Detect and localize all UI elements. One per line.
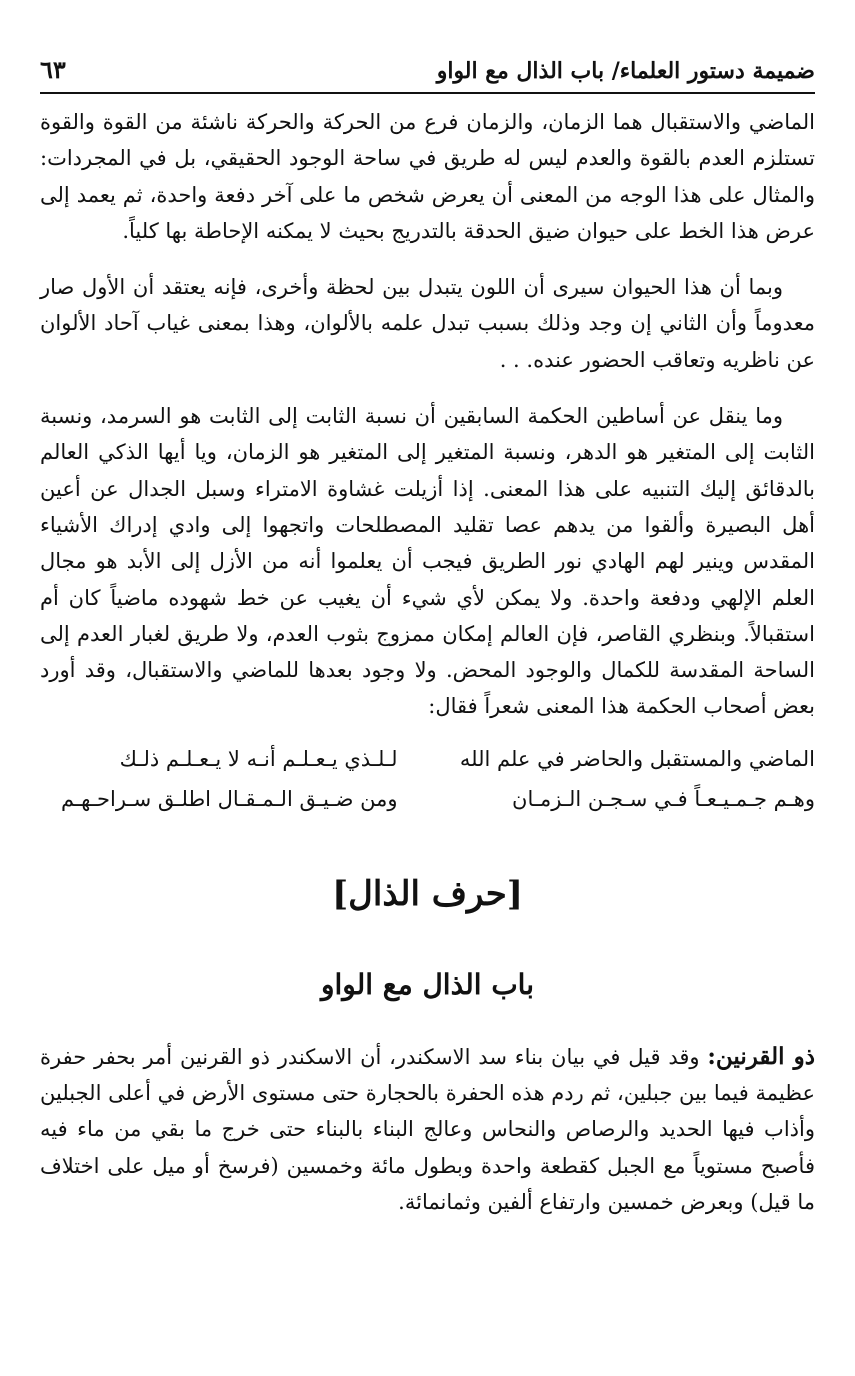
entry-term: ذو القرنين: — [707, 1042, 815, 1070]
entry-text: وقد قيل في بيان بناء سد الاسكندر، أن الاسكندر ذو القرنين أمر بحفر حفرة عظيمة فيما بين جبلين، ثم ردم هذه الحفرة بالحجارة حتى مستوى الأرض في أعلى الجبلين وأذاب فيها الحديد والرصاص والنحاس وعالج البناء بالبناء حتى خرج ما بقي من ماء فيه فأصبح مستوياً مع الجبل كقطعة واحدة وبطول مائة وخمسين (فرسخ أو ميل على اختلاف ما قيل) وبعرض خمسين وارتفاع ألفين وثمانمائة. — [40, 1044, 815, 1214]
chapter-heading: باب الذال مع الواو — [320, 967, 535, 1001]
paragraph-1: الماضي والاستقبال هما الزمان، والزمان فرع من الحركة والحركة ناشئة من القوة والقوة تستلزم العدم بالقوة والعدم ليس له طريق في ساحة الوجود الحقيقي، بل في المجردات: والمثال على هذا الوجه من المعنى أن يعرض شخص ما على آخر دفعة واحدة، ثم يعمد إلى عرض هذا الخط على حيوان ضيق الحدقة بالتدريج بحيث لا يمكنه الإحاطة بها كلياً. — [40, 110, 815, 243]
page-header — [40, 42, 815, 94]
section-heading: [حرف الذال] — [332, 873, 523, 914]
poem-verse-1-first: الماضي والمستقبل والحاضر في علم الله — [459, 746, 815, 771]
paragraph-3: وما ينقل عن أساطين الحكمة السابقين أن نسبة الثابت إلى الثابت هو السرمد، ونسبة الثابت إلى المتغير هو الدهر، ونسبة المتغير إلى المتغير هو الزمان، ويا أيها الذكي العالم بالدقائق إليك التنبيه على هذا المعنى. إذا أزيلت غشاوة الامتراء وسبل الجدال عن أعين أهل البصيرة وألقوا من يدهم عصا تقليد المصطلحات واتجهوا إلى وادي إدراك الأشياء المقدس وينير لهم الهادي نور الطريق فيجب أن يعلموا أنه من الأزل إلى الأبد هو مجال العلم الإلهي ودفعة واحدة. ولا يمكن لأي شيء أن يغيب عن خط شهوده ماضياً كان أم استقبالاً. وبنظري القاصر، فإن العالم إمكان ممزوج بثوب العدم، ولا طريق لغبار العدم إلى الساحة المقدسة للكمال والوجود المحض. ولا وجود بعدها للماضي والاستقبال، وقد أورد بعض أصحاب الحكمة هذا المعنى شعراً فقال: — [40, 404, 815, 719]
page-body — [40, 104, 815, 1220]
poem — [40, 739, 815, 819]
poem-verse-2-second: ومن ضـيـق الـمـقـال اطلـق سـراحـهـم — [61, 786, 398, 811]
poem-verse-2-first: وهـم جـمـيـعـاً فـي سـجـن الـزمـان — [512, 786, 815, 811]
dictionary-entry — [40, 1039, 815, 1220]
paragraph-2: وبما أن هذا الحيوان سيرى أن اللون يتبدل بين لحظة وأخرى، فإنه يعتقد أن الأول صار معدوماً وأن الثاني إن وجد وذلك بسبب تبدل علمه بالألوان، وهذا بمعنى غياب آحاد الألوان عن ناظريه وتعاقب الحضور عنده. . . — [40, 275, 815, 372]
running-title: ضميمة دستور العلماء/ باب الذال مع الواو — [436, 58, 815, 84]
page-number: ٦٣ — [40, 55, 66, 84]
poem-verse-1-second: لـلـذي يـعـلـم أنـه لا يـعـلـم ذلـك — [119, 746, 398, 771]
